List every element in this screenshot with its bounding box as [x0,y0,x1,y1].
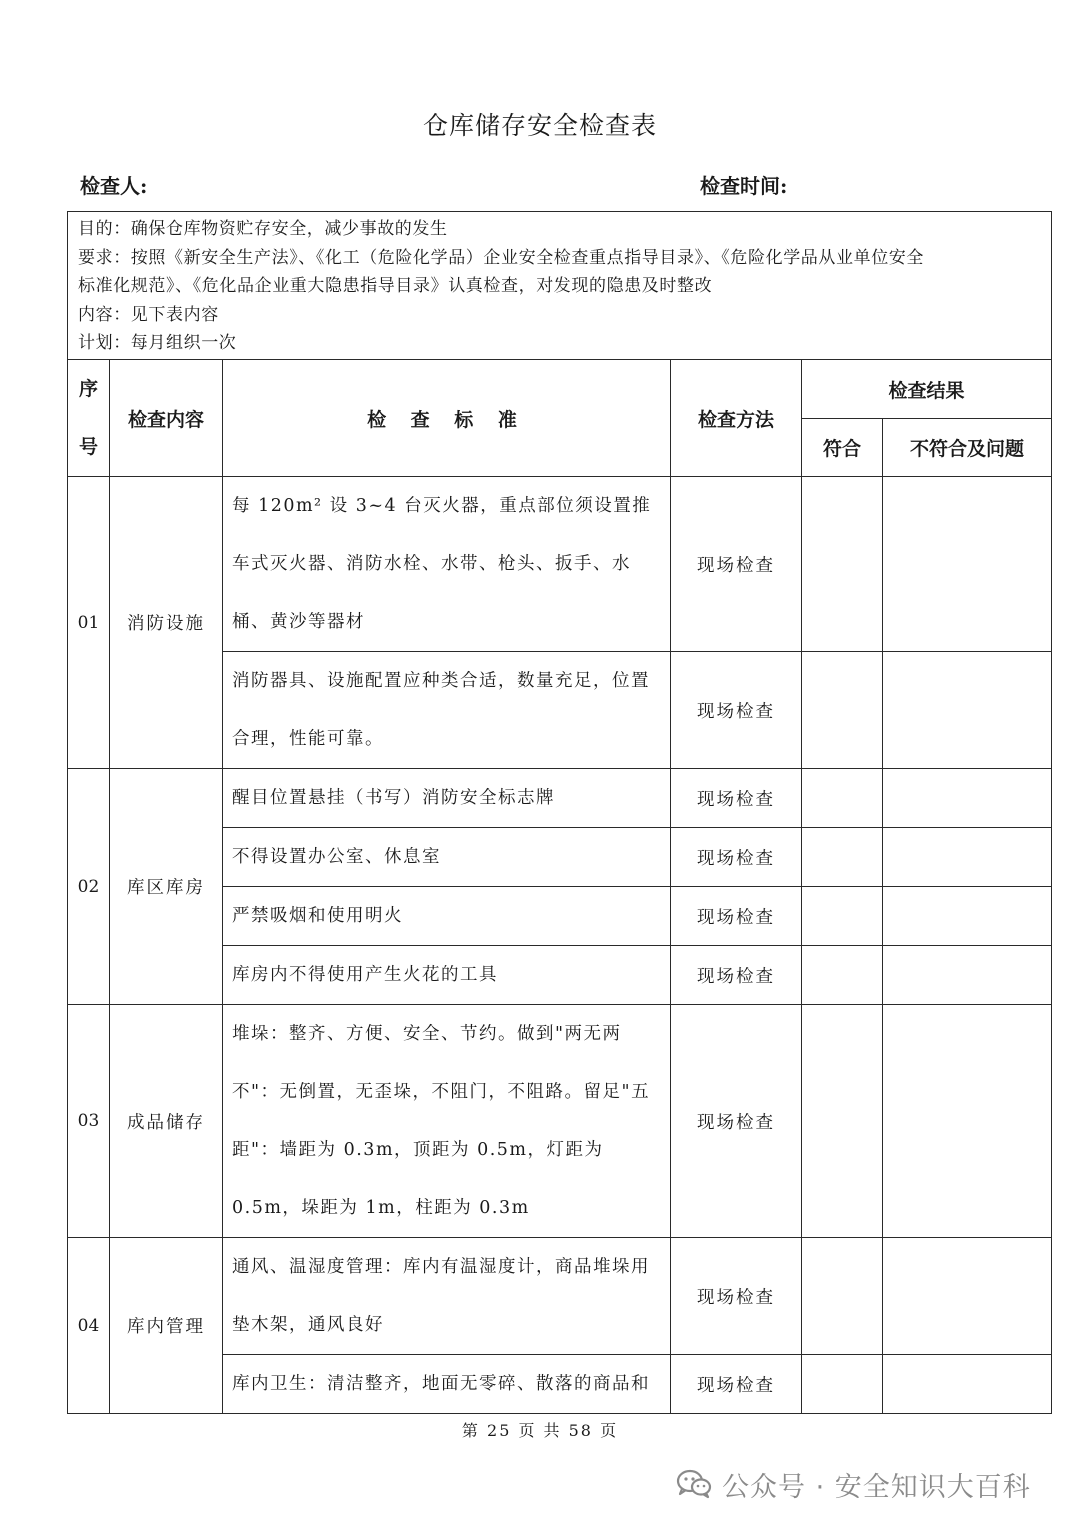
nonconform-cell[interactable] [883,769,1052,828]
conform-cell[interactable] [802,477,883,652]
intro-content: 内容：见下表内容 [78,304,219,325]
row-method: 现场检查 [671,652,802,769]
nonconform-cell[interactable] [883,1005,1052,1238]
row-method: 现场检查 [671,946,802,1005]
header-nonconform: 不符合及问题 [883,419,1052,477]
row-seq: 01 [68,477,110,769]
checker-label: 检查人: [80,174,148,198]
conform-cell[interactable] [802,887,883,946]
wechat-icon [676,1469,712,1499]
row-item: 库内管理 [110,1238,223,1414]
conform-cell[interactable] [802,946,883,1005]
nonconform-cell[interactable] [883,887,1052,946]
watermark [676,1462,1031,1506]
header-item: 检查内容 [110,360,223,477]
intro-requirement-line-1: 要求：按照《新安全生产法》、《化工（危险化学品）企业安全检查重点指导目录》、《危险化学品从业单位安全 [78,247,924,268]
row-item: 成品储存 [110,1005,223,1238]
row-standard: 库房内不得使用产生火花的工具 [223,946,671,1005]
intro-plan: 计划：每月组织一次 [78,333,237,353]
row-item: 库区库房 [110,769,223,1005]
row-standard: 堆垛：整齐、方便、安全、节约。做到"两无两不"：无倒置，无歪垛，不阻门，不阻路。留足"五距"：墙距为 0.3m，顶距为 0.5m，灯距为 0.5m，垛距为 1m，柱距为 0.3m [223,1005,671,1238]
conform-cell[interactable] [802,1355,883,1414]
table-row [68,1005,1052,1238]
page-title: 仓库储存安全检查表 [422,111,657,140]
row-standard: 通风、温湿度管理：库内有温湿度计，商品堆垛用垫木架，通风良好 [223,1238,671,1355]
row-standard: 严禁吸烟和使用明火 [223,887,671,946]
row-method: 现场检查 [671,477,802,652]
table-row [68,1238,1052,1355]
nonconform-cell[interactable] [883,828,1052,887]
intro-block [68,212,1052,360]
conform-cell[interactable] [802,828,883,887]
page-number: 第 25 页 共 58 页 [461,1421,619,1440]
row-method: 现场检查 [671,887,802,946]
header-seq [68,360,110,477]
header-method: 检查方法 [671,360,802,477]
row-method: 现场检查 [671,1005,802,1238]
table-row [68,769,1052,828]
nonconform-cell[interactable] [883,477,1052,652]
nonconform-cell[interactable] [883,652,1052,769]
header-standard: 检 查 标 准 [223,360,671,477]
watermark-text: 公众号 · 安全知识大百科 [722,1471,1031,1503]
table-row [68,477,1052,652]
nonconform-cell[interactable] [883,946,1052,1005]
conform-cell[interactable] [802,769,883,828]
row-seq: 02 [68,769,110,1005]
row-standard: 每 120m² 设 3~4 台灭火器，重点部位须设置推车式灭火器、消防水栓、水带、枪头、扳手、水桶、黄沙等器材 [223,477,671,652]
row-standard: 库内卫生：清洁整齐，地面无零碎、散落的商品和 [223,1355,671,1414]
intro-requirement-line-2: 标准化规范》、《危化品企业重大隐患指导目录》认真检查，对发现的隐患及时整改 [78,276,713,296]
nonconform-cell[interactable] [883,1355,1052,1414]
nonconform-cell[interactable] [883,1238,1052,1355]
row-item: 消防设施 [110,477,223,769]
conform-cell[interactable] [802,1005,883,1238]
inspection-table [67,211,1052,1414]
row-standard: 醒目位置悬挂（书写）消防安全标志牌 [223,769,671,828]
row-standard: 不得设置办公室、休息室 [223,828,671,887]
row-seq: 03 [68,1005,110,1238]
conform-cell[interactable] [802,1238,883,1355]
row-method: 现场检查 [671,769,802,828]
row-seq: 04 [68,1238,110,1414]
check-time-label: 检查时间: [700,174,788,198]
row-standard: 消防器具、设施配置应种类合适，数量充足，位置合理，性能可靠。 [223,652,671,769]
row-method: 现场检查 [671,828,802,887]
row-method: 现场检查 [671,1355,802,1414]
row-method: 现场检查 [671,1238,802,1355]
header-conform: 符合 [802,419,883,477]
header-result: 检查结果 [802,360,1052,419]
header-seq-char-2: 号 [78,436,98,458]
intro-purpose: 目的：确保仓库物资贮存安全，减少事故的发生 [78,219,448,239]
header-seq-char-1: 序 [78,378,98,400]
conform-cell[interactable] [802,652,883,769]
